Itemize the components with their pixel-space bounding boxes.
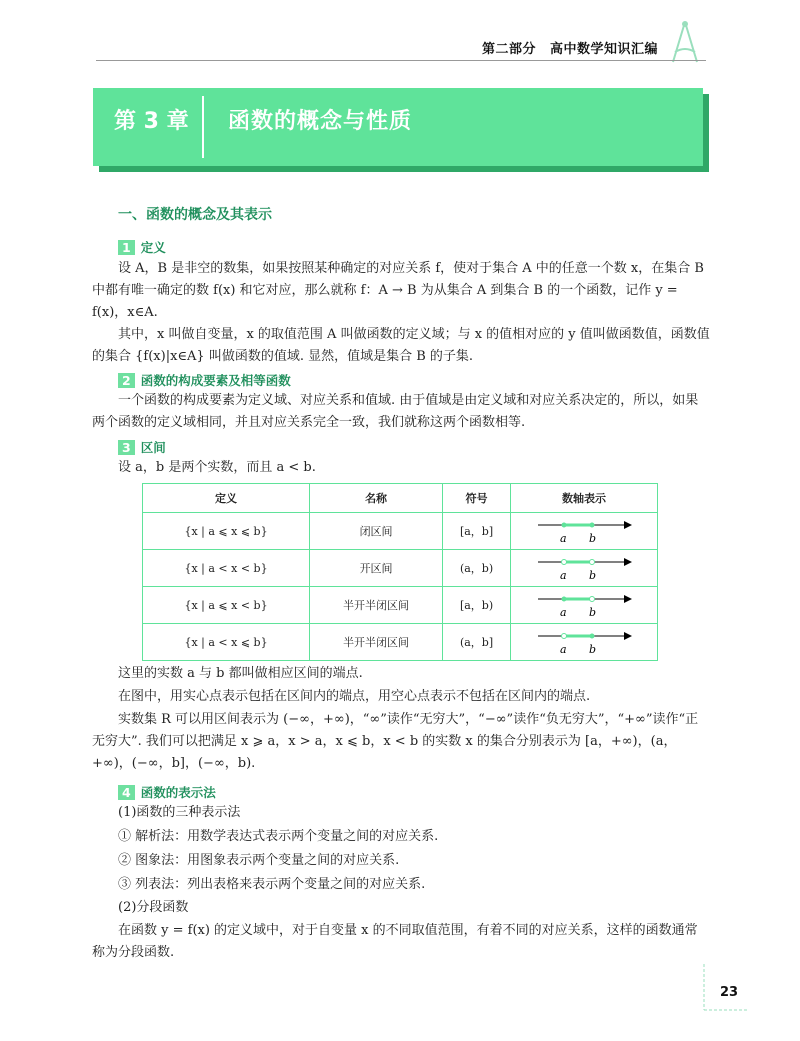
table-header-cell: 名称 [310, 484, 443, 513]
paragraph-infinity: 实数集 R 可以用区间表示为 (−∞，+∞)，“∞”读作“无穷大”，“−∞”读作“负无穷大”，“+∞”读作“正无穷大”. 我们可以把满足 x ⩾ a，x > a，x ⩽ b，x < b 的实数 x 的集合分别表示为 [a，+∞)，(a，+∞)，(−∞，b]，(−∞，b). [92, 712, 699, 771]
number-line-icon [534, 552, 634, 582]
header-subject: 高中数学知识汇编 [550, 42, 659, 57]
axis-label-a: a [560, 568, 567, 582]
paragraph-piecewise-title: (2)分段函数 [118, 900, 189, 915]
paragraph-three-methods: (1)函数的三种表示法 [118, 805, 241, 820]
page-number: 23 [720, 985, 739, 1000]
table-header-cell: 数轴表示 [511, 484, 658, 513]
table-cell-name: 闭区间 [310, 513, 443, 550]
number-line-icon [534, 626, 634, 656]
table-header-cell: 符号 [443, 484, 511, 513]
subheading-interval [118, 438, 166, 456]
table-cell-symbol: (a，b] [443, 624, 511, 661]
subheading-number: 4 [118, 785, 135, 800]
paragraph-endpoints: 这里的实数 a 与 b 都叫做相应区间的端点. [118, 666, 363, 681]
table-cell-axis [511, 513, 658, 550]
table-row [143, 624, 658, 661]
chapter-number: 第 3 章 [114, 109, 189, 134]
table-cell-axis [511, 624, 658, 661]
header-rule [96, 60, 706, 61]
table-cell-name: 开区间 [310, 550, 443, 587]
paragraph-analytic: ① 解析法：用数学表达式表示两个变量之间的对应关系. [118, 829, 439, 844]
section-heading: 一、函数的概念及其表示 [118, 207, 272, 223]
table-cell-symbol: (a，b) [443, 550, 511, 587]
table-row [143, 513, 658, 550]
paragraph-table: ③ 列表法：列出表格来表示两个变量之间的对应关系. [118, 877, 426, 892]
interval-table [142, 483, 658, 661]
table-cell-def: {x | a ⩽ x < b} [143, 587, 310, 624]
subheading-elements [118, 371, 291, 389]
paragraph-interval-intro: 设 a，b 是两个实数，而且 a < b. [118, 460, 316, 475]
table-cell-name: 半开半闭区间 [310, 624, 443, 661]
header-part: 第二部分 [482, 42, 537, 57]
axis-label-b: b [589, 568, 597, 582]
axis-label-a: a [560, 605, 567, 619]
subheading-definition [118, 238, 166, 256]
paragraph-equal-functions: 一个函数的构成要素为定义域、对应关系和值域. 由于值域是由定义域和对应关系决定的，所以，如果两个函数的定义域相同，并且对应关系完全一致，我们就称这两个函数相等. [92, 393, 699, 430]
paragraph-definition: 设 A，B 是非空的数集，如果按照某种确定的对应关系 f，使对于集合 A 中的任意一个数 x，在集合 B 中都有唯一确定的数 f(x) 和它对应，那么就称 f：A → B 为从集合 A 到集合 B 的一个函数，记作 y = f(x)，x∈A. [92, 261, 704, 320]
subheading-label: 定义 [140, 240, 166, 255]
axis-label-b: b [589, 531, 597, 545]
table-cell-symbol: [a，b) [443, 587, 511, 624]
subheading-label: 函数的表示法 [140, 785, 216, 800]
paragraph-dots: 在图中，用实心点表示包括在区间内的端点，用空心点表示不包括在区间内的端点. [118, 689, 591, 704]
table-header-row [143, 484, 658, 513]
axis-label-a: a [560, 642, 567, 656]
axis-label-b: b [589, 642, 597, 656]
table-header-cell: 定义 [143, 484, 310, 513]
subheading-label: 函数的构成要素及相等函数 [140, 373, 291, 388]
paragraph-domain-range: 其中，x 叫做自变量，x 的取值范围 A 叫做函数的定义域；与 x 的值相对应的 y 值叫做函数值，函数值的集合 {f(x)|x∈A} 叫做函数的值域. 显然，值域是集合 B 的子集. [92, 327, 710, 364]
table-row [143, 587, 658, 624]
table-row [143, 550, 658, 587]
subheading-number: 3 [118, 440, 135, 455]
paragraph-graph: ② 图象法：用图象表示两个变量之间的对应关系. [118, 853, 400, 868]
number-line-icon [534, 589, 634, 619]
table-cell-def: {x | a ⩽ x ⩽ b} [143, 513, 310, 550]
chapter-title: 函数的概念与性质 [228, 109, 413, 134]
table-cell-name: 半开半闭区间 [310, 587, 443, 624]
subheading-number: 2 [118, 373, 135, 388]
paragraph-piecewise: 在函数 y = f(x) 的定义域中，对于自变量 x 的不同取值范围，有着不同的对应关系，这样的函数通常称为分段函数. [92, 923, 698, 960]
table-cell-axis [511, 550, 658, 587]
table-cell-axis [511, 587, 658, 624]
running-header [482, 38, 672, 57]
subheading-label: 区间 [140, 440, 166, 455]
number-line-icon [534, 515, 634, 545]
subheading-number: 1 [118, 240, 135, 255]
table-cell-symbol: [a，b] [443, 513, 511, 550]
chapter-divider [202, 96, 204, 158]
compass-icon [665, 18, 705, 66]
axis-label-b: b [589, 605, 597, 619]
subheading-representation [118, 783, 216, 801]
table-cell-def: {x | a < x < b} [143, 550, 310, 587]
axis-label-a: a [560, 531, 567, 545]
table-cell-def: {x | a < x ⩽ b} [143, 624, 310, 661]
